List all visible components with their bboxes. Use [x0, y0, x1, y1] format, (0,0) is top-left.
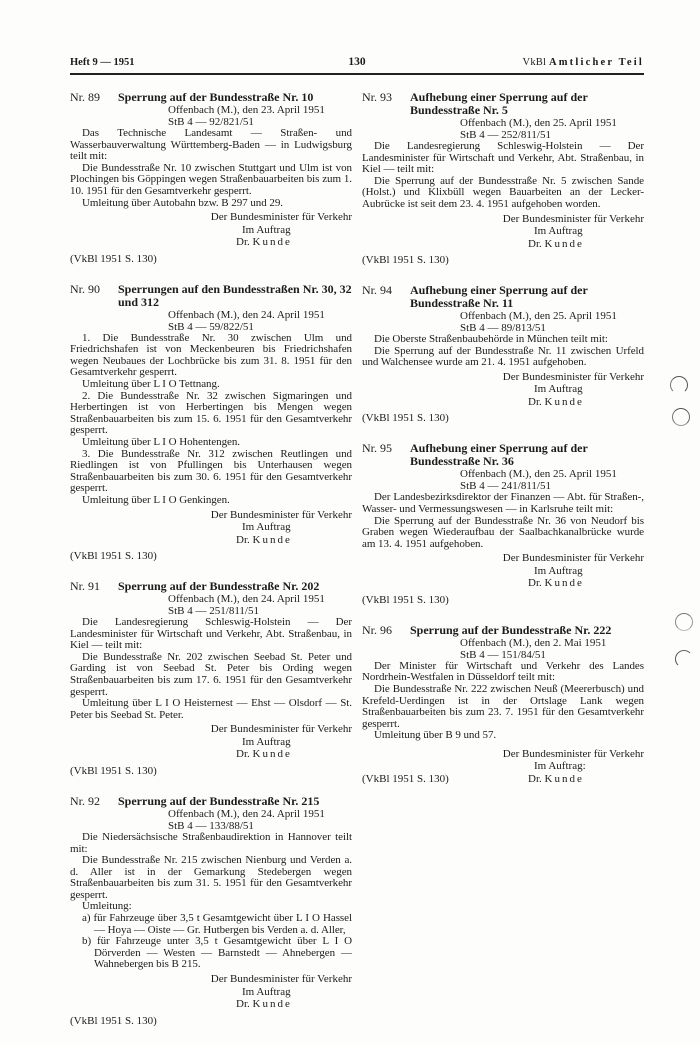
signature-authority: Der Bundesminister für Verkehr	[502, 552, 644, 565]
notice-number: Nr. 92	[70, 793, 100, 808]
paragraph: Die Bundesstraße Nr. 10 zwischen Stuttgart und Ulm ist von Plochingen bis Göppingen wegen Straßenbauarbeiten bis zum 1. 10. 1951 für den Gesamtverkehr gesperrt.	[70, 161, 352, 197]
citation-reference: (VkBl 1951 S. 130)	[362, 593, 449, 606]
signature-mandate: Im Auftrag	[242, 521, 291, 534]
file-number: StB 4 — 251/811/51	[168, 605, 259, 618]
signature-name: Dr. Kunde	[236, 236, 292, 249]
paragraph: Umleitung über L I O Tettnang.	[82, 378, 220, 391]
paragraph: 3. Die Bundesstraße Nr. 312 zwischen Reutlingen und Riedlingen ist von Pfullingen bis Unterhausen wegen Straßenbauarbeiten bis zum 30. 6. 1951 für den Gesamtverkehr gesperrt.	[70, 447, 352, 495]
place-date: Offenbach (M.), den 23. April 1951	[168, 104, 325, 116]
signature-block	[362, 213, 644, 251]
citation-reference: (VkBl 1951 S. 130)	[70, 550, 157, 563]
file-number: StB 4 — 59/822/51	[168, 320, 254, 333]
paragraph: Umleitung über Autobahn bzw. B 297 und 29.	[82, 196, 283, 209]
notice-number: Nr. 95	[362, 441, 392, 456]
place-date: Offenbach (M.), den 24. April 1951	[168, 807, 325, 820]
paragraph: Umleitung über B 9 und 57.	[374, 729, 497, 742]
paragraph: Umleitung über L I O Heisternest — Ehst — Olsdorf — St. Peter bis Seebad St. Peter.	[70, 697, 352, 721]
signature-name: Dr. Kunde	[528, 395, 584, 408]
signature-mandate: Im Auftrag	[242, 735, 291, 748]
signature-mandate: Im Auftrag:	[534, 760, 586, 773]
detour-item-a: a) für Fahrzeuge über 3,5 t Gesamtgewicht über L I O Hassel — Hoya — Oiste — Gr. Hutbergen bis Verden a. d. Aller,	[82, 912, 352, 936]
signature-block	[70, 211, 352, 249]
signature-mandate: Im Auftrag	[534, 383, 583, 396]
place-date: Offenbach (M.), den 24. April 1951	[168, 308, 325, 321]
signature-name: Dr. Kunde	[528, 772, 584, 785]
file-number: StB 4 — 241/811/51	[460, 480, 551, 493]
paragraph: Der Minister für Wirtschaft und Verkehr des Landes Nordrhein-Westfalen in Düsseldorf teilt mit:	[362, 659, 644, 684]
notice-heading	[362, 624, 644, 637]
notice-nr-96	[362, 624, 644, 786]
notice-heading	[362, 91, 644, 117]
signature-block	[70, 973, 352, 1011]
notice-title: Aufhebung einer Sperrung auf der Bundesstraße Nr. 5	[410, 90, 588, 117]
notice-meta	[70, 309, 352, 333]
notice-nr-94	[362, 284, 644, 424]
signature-mandate: Im Auftrag	[534, 225, 583, 238]
issue-label: Heft 9 — 1951	[70, 57, 135, 68]
paragraph: Die Sperrung auf der Bundesstraße Nr. 11 zwischen Urfeld und Walchensee wurde am 21. 4. 1951 aufgehoben.	[362, 344, 644, 369]
notice-heading	[70, 91, 352, 104]
notice-nr-93	[362, 91, 644, 266]
citation-reference: (VkBl 1951 S. 130)	[362, 772, 449, 785]
paragraph: Umleitung über L I O Hohentengen.	[82, 436, 241, 448]
notice-number: Nr. 96	[362, 622, 392, 637]
file-number: StB 4 — 89/813/51	[460, 322, 546, 335]
paragraph: 1. Die Bundesstraße Nr. 30 zwischen Ulm und Friedrichshafen ist von Meckenbeuren bis Friedrichshafen wegen Neubaues der Lochbrücke bis zum 31. 8. 1951 für den Gesamtverkehr gesperrt.	[70, 331, 352, 379]
signature-block	[362, 552, 644, 590]
file-number: StB 4 — 92/821/51	[168, 116, 254, 128]
punch-hole-mark-icon	[672, 408, 690, 426]
paragraph: Die Sperrung auf der Bundesstraße Nr. 5 zwischen Sande (Holst.) und Klixbüll wegen Bauarbeiten an der Lecker-Aubrücke ist seit dem 23. 4. 1951 aufgehoben worden.	[362, 174, 644, 210]
signature-authority: Der Bundesminister für Verkehr	[502, 370, 644, 383]
paragraph: 2. Die Bundesstraße Nr. 32 zwischen Sigmaringen und Herbertingen ist von Herbertingen bis Mengen wegen Straßenbauarbeiten bis zum 15. 6. 1951 für den Gesamtverkehr gesperrt.	[70, 389, 352, 437]
file-number: StB 4 — 151/84/51	[460, 648, 546, 661]
signature-authority: Der Bundesminister für Verkehr	[210, 973, 352, 986]
notice-title: Sperrung auf der Bundesstraße Nr. 215	[118, 793, 320, 808]
notice-meta	[362, 637, 644, 661]
paragraph: Die Bundesstraße Nr. 222 zwischen Neuß (Meererbusch) und Krefeld-Uerdingen ist in der Ortslage Lank wegen Straßenbauarbeiten bis zum 23. 7. 1951 für den Gesamtverkehr gesperrt.	[362, 683, 644, 730]
right-column	[362, 91, 644, 1045]
signature-mandate: Im Auftrag	[242, 223, 291, 236]
paragraph: Umleitung:	[82, 900, 132, 913]
notice-number: Nr. 91	[70, 579, 100, 594]
section-prefix: VkBl	[522, 57, 547, 68]
page-header	[70, 57, 644, 71]
signature-block	[362, 371, 644, 409]
notice-heading	[362, 284, 644, 310]
detour-item-b: b) für Fahrzeuge unter 3,5 t Gesamtgewicht über L I O Dörverden — Westen — Barnstedt — Ahnebergen — Wahnebergen bis B 215.	[82, 935, 352, 971]
notice-number: Nr. 90	[70, 281, 100, 296]
notice-meta	[70, 808, 352, 832]
paragraph: Die Oberste Straßenbaubehörde in München teilt mit:	[374, 333, 608, 346]
citation-reference: (VkBl 1951 S. 130)	[70, 1014, 157, 1027]
signature-authority: Der Bundesminister für Verkehr	[502, 212, 644, 225]
paragraph: Die Landesregierung Schleswig-Holstein — Der Landesminister für Wirtschaft und Verkehr, Abt. Straßenbau, in Kiel — teilt mit:	[70, 616, 352, 652]
section-title: Amtlicher Teil	[548, 57, 644, 68]
place-date: Offenbach (M.), den 2. Mai 1951	[460, 636, 607, 649]
notice-title: Sperrung auf der Bundesstraße Nr. 10	[118, 90, 314, 104]
punch-hole-mark-icon	[675, 613, 693, 631]
notice-title: Aufhebung einer Sperrung auf der Bundesstraße Nr. 11	[410, 283, 588, 311]
notice-nr-90	[70, 283, 352, 562]
notice-nr-95	[362, 442, 644, 605]
paragraph: Umleitung über L I O Genkingen.	[82, 493, 230, 506]
paragraph: Die Landesregierung Schleswig-Holstein — Der Landesminister für Wirtschaft und Verkehr, Abt. Straßenbau, in Kiel — teilt mit:	[362, 140, 644, 176]
place-date: Offenbach (M.), den 25. April 1951	[460, 468, 617, 481]
notice-number: Nr. 94	[362, 283, 392, 298]
section-label	[523, 57, 644, 68]
signature-name: Dr. Kunde	[236, 998, 292, 1011]
notice-meta	[70, 104, 352, 128]
signature-mandate: Im Auftrag	[242, 985, 291, 998]
signature-name: Dr. Kunde	[528, 577, 584, 590]
paragraph: Der Landesbezirksdirektor der Finanzen — Abt. für Straßen-, Wasser- und Vermessungswesen — in Karlsruhe teilt mit:	[362, 491, 644, 515]
place-date: Offenbach (M.), den 24. April 1951	[168, 593, 325, 606]
notice-heading	[362, 442, 644, 468]
punch-hole-mark-icon	[675, 650, 693, 668]
two-column-body	[70, 91, 644, 1045]
notice-heading	[70, 580, 352, 593]
page-number: 130	[348, 56, 366, 68]
citation-reference: (VkBl 1951 S. 130)	[70, 252, 157, 265]
paragraph: Das Technische Landesamt — Straßen- und Wasserbauverwaltung Württemberg-Baden — in Ludwigsburg teilt mit:	[70, 127, 352, 163]
notice-title: Sperrung auf der Bundesstraße Nr. 222	[410, 622, 612, 637]
notice-heading	[70, 795, 352, 808]
notice-title: Sperrungen auf den Bundesstraßen Nr. 30, 32 und 312	[118, 281, 352, 309]
notice-nr-92	[70, 795, 352, 1027]
place-date: Offenbach (M.), den 25. April 1951	[460, 310, 617, 323]
signature-authority: Der Bundesminister für Verkehr	[210, 211, 352, 224]
notice-title: Sperrung auf der Bundesstraße Nr. 202	[118, 579, 320, 594]
notice-meta	[362, 117, 644, 141]
header-rule	[70, 73, 644, 75]
notice-meta	[362, 468, 644, 492]
notice-meta	[362, 310, 644, 334]
file-number: StB 4 — 133/88/51	[168, 819, 254, 832]
signature-authority: Der Bundesminister für Verkehr	[210, 723, 352, 736]
notice-title: Aufhebung einer Sperrung auf der Bundesstraße Nr. 36	[410, 441, 588, 469]
signature-block	[70, 723, 352, 761]
signature-row	[362, 773, 644, 786]
citation-reference: (VkBl 1951 S. 130)	[362, 254, 449, 267]
signature-name: Dr. Kunde	[236, 533, 292, 546]
signature-name: Dr. Kunde	[236, 748, 292, 761]
document-page	[70, 57, 644, 1045]
notice-number: Nr. 89	[70, 90, 100, 104]
file-number: StB 4 — 252/811/51	[460, 129, 551, 141]
signature-mandate: Im Auftrag	[534, 564, 583, 577]
citation-reference: (VkBl 1951 S. 130)	[362, 412, 449, 425]
place-date: Offenbach (M.), den 25. April 1951	[460, 117, 617, 129]
signature-authority: Der Bundesminister für Verkehr	[210, 508, 352, 521]
notice-nr-89	[70, 91, 352, 265]
signature-name: Dr. Kunde	[528, 237, 584, 250]
paragraph: Die Niedersächsische Straßenbaudirektion in Hannover teilt mit:	[70, 830, 352, 855]
margin-marks	[660, 0, 700, 1007]
notice-nr-91	[70, 580, 352, 777]
paragraph: Die Sperrung auf der Bundesstraße Nr. 36 von Neudorf bis Graben wegen Wiederaufbau der Saalbachkanalbrücke wurde am 13. 4. 1951 aufgehoben.	[362, 514, 644, 550]
notice-meta	[70, 593, 352, 617]
notice-heading	[70, 283, 352, 309]
paragraph: Die Bundesstraße Nr. 202 zwischen Seebad St. Peter und Garding ist von Seebad St. Peter bis Ording wegen Straßenbauarbeiten bis zum 17. 6. 1951 für den Gesamtverkehr gesperrt.	[70, 650, 352, 698]
punch-hole-mark-icon	[670, 376, 688, 394]
signature-block	[70, 509, 352, 547]
citation-reference: (VkBl 1951 S. 130)	[70, 764, 157, 777]
left-column	[70, 91, 352, 1045]
signature-block	[362, 748, 644, 786]
signature-authority: Der Bundesminister für Verkehr	[502, 747, 644, 760]
notice-number: Nr. 93	[362, 90, 392, 104]
paragraph: Die Bundesstraße Nr. 215 zwischen Nienburg und Verden a. d. Aller ist in der Gemarkung Stedebergen wegen Straßenbauarbeiten bis zum 31. 5. 1951 für den Gesamtverkehr gesperrt.	[70, 854, 352, 901]
